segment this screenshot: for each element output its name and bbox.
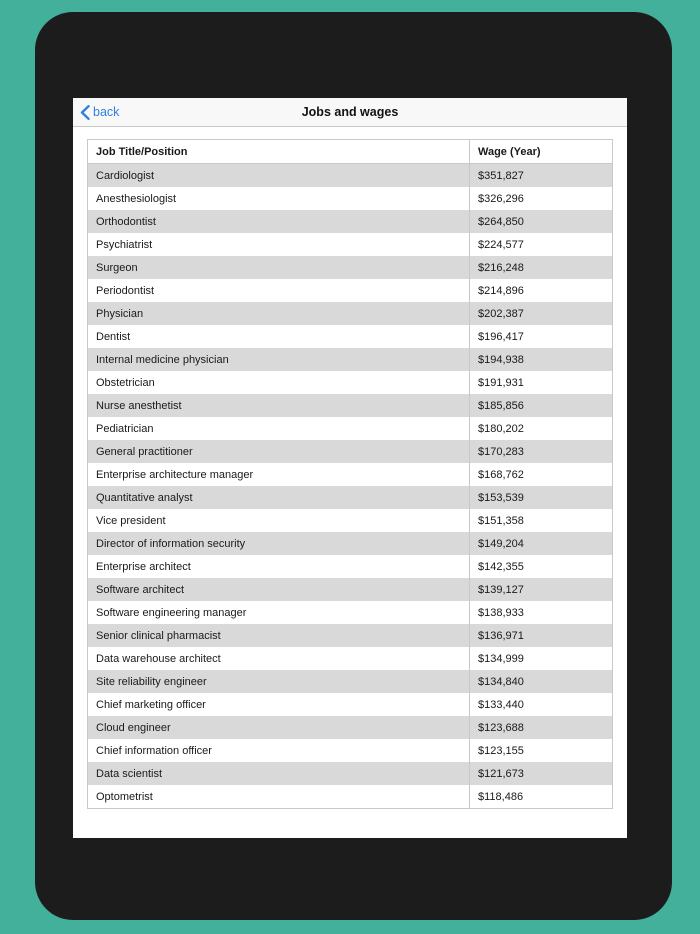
job-title-cell: Orthodontist bbox=[88, 210, 470, 233]
job-title-cell: Surgeon bbox=[88, 256, 470, 279]
job-title-cell: Cardiologist bbox=[88, 164, 470, 188]
job-title-cell: Chief marketing officer bbox=[88, 693, 470, 716]
job-title-cell: Enterprise architect bbox=[88, 555, 470, 578]
wage-cell: $136,971 bbox=[470, 624, 613, 647]
table-row bbox=[88, 394, 613, 417]
wage-cell: $351,827 bbox=[470, 164, 613, 188]
table-row bbox=[88, 532, 613, 555]
wage-cell: $191,931 bbox=[470, 371, 613, 394]
table-row bbox=[88, 302, 613, 325]
job-title-cell: Chief information officer bbox=[88, 739, 470, 762]
wage-cell: $134,840 bbox=[470, 670, 613, 693]
table-row bbox=[88, 164, 613, 188]
table-row bbox=[88, 187, 613, 210]
column-header-wage: Wage (Year) bbox=[470, 140, 613, 164]
wage-cell: $224,577 bbox=[470, 233, 613, 256]
table-row bbox=[88, 417, 613, 440]
table-row bbox=[88, 762, 613, 785]
table-row bbox=[88, 233, 613, 256]
back-label: back bbox=[93, 105, 120, 119]
table-row bbox=[88, 601, 613, 624]
wage-cell: $170,283 bbox=[470, 440, 613, 463]
table-row bbox=[88, 325, 613, 348]
wage-cell: $214,896 bbox=[470, 279, 613, 302]
job-title-cell: Data scientist bbox=[88, 762, 470, 785]
app-screen bbox=[73, 98, 627, 838]
table-row bbox=[88, 670, 613, 693]
job-title-cell: Site reliability engineer bbox=[88, 670, 470, 693]
navigation-bar bbox=[73, 98, 627, 127]
jobs-wages-table bbox=[87, 139, 613, 809]
job-title-cell: Quantitative analyst bbox=[88, 486, 470, 509]
job-title-cell: Internal medicine physician bbox=[88, 348, 470, 371]
wage-cell: $196,417 bbox=[470, 325, 613, 348]
table-row bbox=[88, 486, 613, 509]
wage-cell: $121,673 bbox=[470, 762, 613, 785]
job-title-cell: Cloud engineer bbox=[88, 716, 470, 739]
job-title-cell: Vice president bbox=[88, 509, 470, 532]
tablet-frame bbox=[35, 12, 672, 920]
table-row bbox=[88, 555, 613, 578]
job-title-cell: Software engineering manager bbox=[88, 601, 470, 624]
wage-cell: $180,202 bbox=[470, 417, 613, 440]
job-title-cell: Obstetrician bbox=[88, 371, 470, 394]
wage-cell: $142,355 bbox=[470, 555, 613, 578]
table-row bbox=[88, 578, 613, 601]
wage-cell: $134,999 bbox=[470, 647, 613, 670]
table-row bbox=[88, 348, 613, 371]
table-row bbox=[88, 716, 613, 739]
wage-cell: $264,850 bbox=[470, 210, 613, 233]
table-row bbox=[88, 624, 613, 647]
wage-cell: $326,296 bbox=[470, 187, 613, 210]
table-row bbox=[88, 463, 613, 486]
job-title-cell: Senior clinical pharmacist bbox=[88, 624, 470, 647]
job-title-cell: Dentist bbox=[88, 325, 470, 348]
wage-cell: $123,688 bbox=[470, 716, 613, 739]
wage-cell: $185,856 bbox=[470, 394, 613, 417]
wage-cell: $149,204 bbox=[470, 532, 613, 555]
table-row bbox=[88, 371, 613, 394]
table-row bbox=[88, 739, 613, 762]
wage-cell: $118,486 bbox=[470, 785, 613, 809]
job-title-cell: Psychiatrist bbox=[88, 233, 470, 256]
wage-cell: $216,248 bbox=[470, 256, 613, 279]
job-title-cell: Optometrist bbox=[88, 785, 470, 809]
wage-cell: $133,440 bbox=[470, 693, 613, 716]
table-body bbox=[88, 164, 613, 809]
table-container bbox=[73, 127, 627, 809]
job-title-cell: Periodontist bbox=[88, 279, 470, 302]
table-row bbox=[88, 693, 613, 716]
back-button[interactable] bbox=[80, 98, 119, 126]
wage-cell: $153,539 bbox=[470, 486, 613, 509]
job-title-cell: Physician bbox=[88, 302, 470, 325]
job-title-cell: Pediatrician bbox=[88, 417, 470, 440]
table-row bbox=[88, 279, 613, 302]
wage-cell: $202,387 bbox=[470, 302, 613, 325]
table-header-row bbox=[88, 140, 613, 164]
job-title-cell: Data warehouse architect bbox=[88, 647, 470, 670]
wage-cell: $151,358 bbox=[470, 509, 613, 532]
wage-cell: $139,127 bbox=[470, 578, 613, 601]
table-row bbox=[88, 785, 613, 809]
job-title-cell: Director of information security bbox=[88, 532, 470, 555]
job-title-cell: Enterprise architecture manager bbox=[88, 463, 470, 486]
table-row bbox=[88, 647, 613, 670]
wage-cell: $194,938 bbox=[470, 348, 613, 371]
table-row bbox=[88, 509, 613, 532]
wage-cell: $168,762 bbox=[470, 463, 613, 486]
table-row bbox=[88, 210, 613, 233]
job-title-cell: Software architect bbox=[88, 578, 470, 601]
wage-cell: $138,933 bbox=[470, 601, 613, 624]
column-header-job-title: Job Title/Position bbox=[88, 140, 470, 164]
wage-cell: $123,155 bbox=[470, 739, 613, 762]
job-title-cell: Anesthesiologist bbox=[88, 187, 470, 210]
table-row bbox=[88, 440, 613, 463]
page-title: Jobs and wages bbox=[301, 105, 399, 119]
job-title-cell: Nurse anesthetist bbox=[88, 394, 470, 417]
table-row bbox=[88, 256, 613, 279]
job-title-cell: General practitioner bbox=[88, 440, 470, 463]
chevron-left-icon bbox=[80, 105, 90, 120]
